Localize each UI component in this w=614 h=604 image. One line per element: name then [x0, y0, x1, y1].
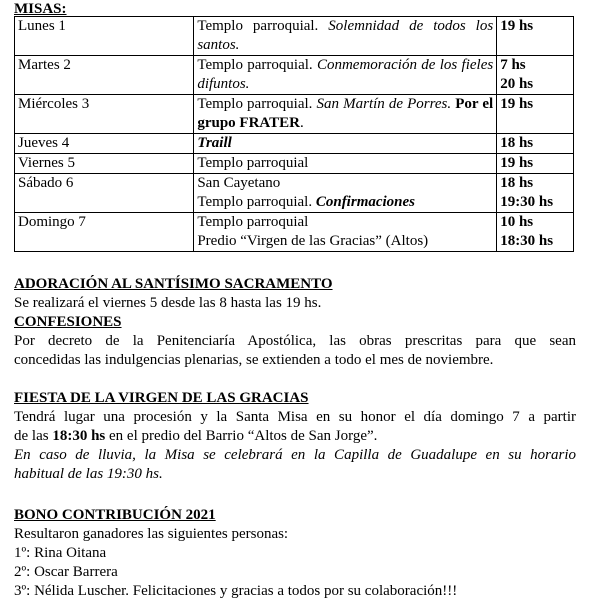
time-cell [497, 134, 574, 154]
place-line: Predio “Virgen de las Gracias” (Altos) [197, 233, 429, 249]
group-text: Por el grupo FRATER [197, 96, 494, 131]
place-text: Templo parroquial. [197, 194, 316, 210]
time-cell [497, 17, 574, 56]
time-value: 19 hs [500, 96, 534, 112]
place-cell [194, 174, 497, 213]
time-cell [497, 56, 574, 95]
place-text: Templo parroquial. [197, 18, 329, 34]
fiesta-line [14, 427, 576, 446]
confesiones-line: Por decreto de la Penitenciaría Apostólica, las obras prescritas para que sean [14, 333, 576, 349]
table-row [15, 17, 574, 56]
time-value: 19 hs [500, 155, 534, 171]
celebration-text: Conmemoración de los fieles difuntos. [197, 57, 494, 92]
adoracion-text: Se realizará el viernes 5 desde las 8 hasta las 19 hs. [14, 295, 322, 311]
winner-item: 2º: Oscar Barrera [14, 564, 118, 580]
bono-heading: BONO CONTRIBUCIÓN 2021 [14, 507, 216, 523]
time-value: 18:30 hs [500, 233, 554, 249]
place-cell [194, 154, 497, 174]
place-cell [194, 17, 497, 56]
time-value: 20 hs [500, 76, 534, 92]
fiesta-time: 18:30 hs [52, 428, 106, 444]
time-value: 19 hs [500, 18, 534, 34]
time-value: 19:30 hs [500, 194, 554, 210]
fiesta-rain-note: En caso de lluvia, la Misa se celebrará en la Capilla de Guadalupe en su horario [14, 447, 576, 463]
misas-table [14, 16, 574, 252]
fiesta-rain-note: habitual de las 19:30 hs. [14, 466, 163, 482]
place-line [197, 193, 493, 212]
time-cell [497, 95, 574, 134]
fiesta-section [14, 389, 576, 484]
adoracion-heading: ADORACIÓN AL SANTÍSIMO SACRAMENTO [14, 276, 333, 292]
table-row [15, 95, 574, 134]
day-cell: Miércoles 3 [15, 95, 194, 134]
adoracion-section [14, 275, 576, 370]
day-cell: Sábado 6 [15, 174, 194, 213]
celebration-text: Confirmaciones [315, 194, 416, 210]
period-text: . [300, 115, 304, 131]
place-line: Templo parroquial [197, 214, 309, 230]
bono-section [14, 506, 576, 601]
misas-heading: MISAS: [14, 1, 67, 17]
celebration-text: San Martín de Porres. [316, 96, 452, 112]
place-cell [194, 134, 497, 154]
winner-item: 1º: Rina Oitana [14, 545, 107, 561]
table-row [15, 56, 574, 95]
table-row [15, 134, 574, 154]
place-text: Traill [197, 135, 232, 151]
place-text: Templo parroquial [197, 155, 309, 171]
place-cell [194, 213, 497, 252]
confesiones-line: concedidas las indulgencias plenarias, se extienden a todo el mes de noviembre. [14, 352, 494, 368]
table-row [15, 154, 574, 174]
place-text: Templo parroquial. [197, 96, 317, 112]
place-text: Templo parroquial. [197, 57, 317, 73]
fiesta-text: en el predio del Barrio “Altos de San Jorge”. [105, 428, 378, 444]
day-cell: Domingo 7 [15, 213, 194, 252]
confesiones-heading: CONFESIONES [14, 314, 122, 330]
time-cell [497, 174, 574, 213]
place-line: San Cayetano [197, 175, 281, 191]
day-cell: Viernes 5 [15, 154, 194, 174]
fiesta-line: Tendrá lugar una procesión y la Santa Misa en su honor el día domingo 7 a partir [14, 409, 576, 425]
time-cell [497, 154, 574, 174]
table-row [15, 174, 574, 213]
day-cell: Jueves 4 [15, 134, 194, 154]
celebration-text: Solemnidad de todos los santos. [197, 18, 494, 53]
day-cell: Lunes 1 [15, 17, 194, 56]
fiesta-heading: FIESTA DE LA VIRGEN DE LAS GRACIAS [14, 390, 309, 406]
place-cell [194, 95, 497, 134]
time-value: 18 hs [500, 175, 534, 191]
winner-item: 3º: Nélida Luscher. Felicitaciones y gracias a todos por su colaboración!!! [14, 583, 458, 599]
place-cell [194, 56, 497, 95]
fiesta-text: de las [14, 428, 53, 444]
time-value: 10 hs [500, 214, 534, 230]
time-value: 18 hs [500, 135, 534, 151]
time-cell [497, 213, 574, 252]
day-cell: Martes 2 [15, 56, 194, 95]
bono-intro: Resultaron ganadores las siguientes personas: [14, 526, 289, 542]
time-value: 7 hs [500, 57, 526, 73]
table-row [15, 213, 574, 252]
